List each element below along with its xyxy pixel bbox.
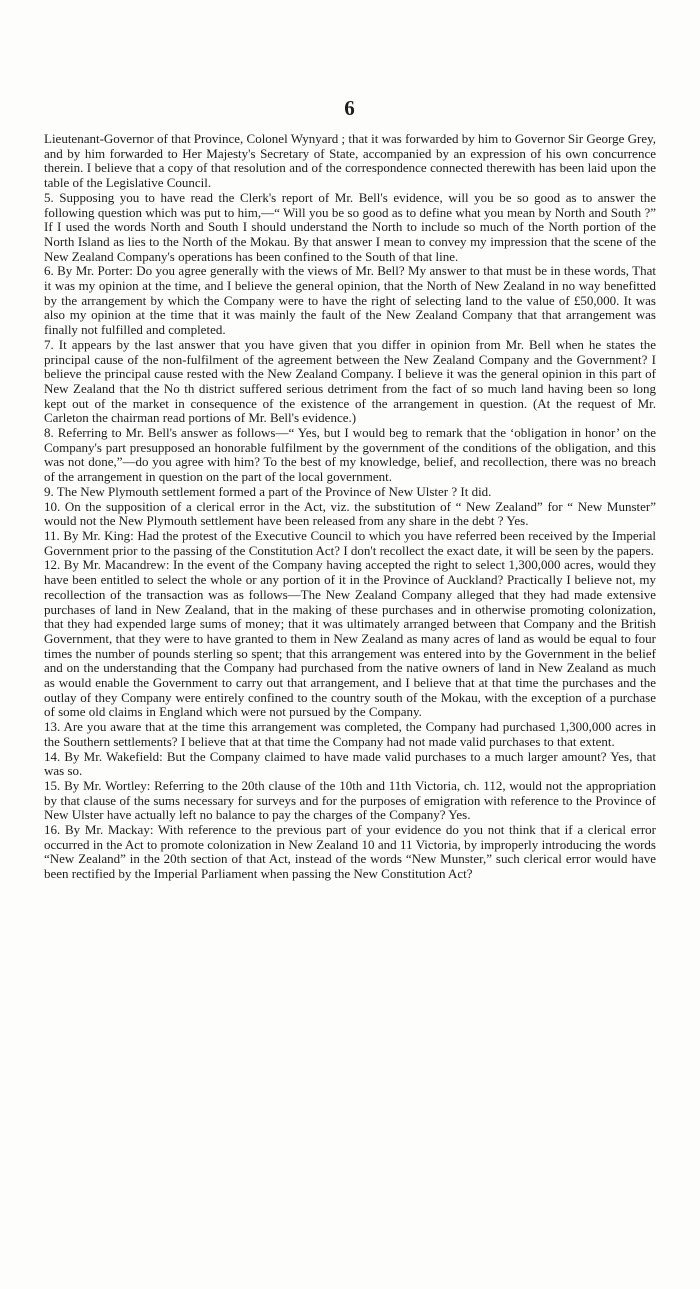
paragraph-13: 13. Are you aware that at the time this arrangement was completed, the Company had purchased 1,300,000 acres in the Southern settlements? I believe that at that time the Company had not made valid purchases to that extent.: [44, 719, 656, 749]
paragraph-15: 15. By Mr. Wortley: Referring to the 20th clause of the 10th and 11th Victoria, ch. 112, would not the appropriation by that clause of the sums necessary for surveys and for the purposes of emigration with reference to the Province of New Ulster have actually left no balance to pay the charges of the Company? Yes.: [44, 777, 656, 823]
paragraph-5: 5. Supposing you to have read the Clerk's report of Mr. Bell's evidence, will you be so good as to answer the following question which was put to him,—“ Will you be so good as to define what you mean by North and South ?” If I used the words North and South I should understand the North to include so much of the North portion of the North Island as lies to the North of the Mokau. By that answer I mean to convey my impression that the scene of the New Zealand Company's operations has been confined to the South of that line.: [44, 189, 656, 264]
paragraph-11: 11. By Mr. King: Had the protest of the Executive Council to which you have referred been received by the Imperial Government prior to the passing of the Constitution Act? I don't recollect the exact date, it will be seen by the papers.: [44, 527, 656, 558]
paragraph-9: 9. The New Plymouth settlement formed a part of the Province of New Ulster ? It did.: [44, 483, 492, 499]
paragraph-16: 16. By Mr. Mackay: With reference to the previous part of your evidence do you not think that if a clerical error occurred in the Act to promote colonization in New Zealand 10 and 11 Victoria, by improperly introducing the words “New Zealand” in the 20th section of that Act, instead of the words “New Munster,” such clerical error would have been rectified by the Imperial Parliament when passing the New Constitution Act?: [44, 822, 656, 882]
paragraph-10: 10. On the supposition of a clerical error in the Act, viz. the substitution of “ New Zealand” for “ New Munster” would not the New Plymouth settlement have been released from any share in the debt ? Yes.: [44, 498, 656, 529]
paragraph-continuation: Lieutenant-Governor of that Province, Colonel Wynyard ; that it was forwarded by him to Governor Sir George Grey, and by him forwarded to Her Majesty's Secretary of State, accompanied by an expression of his own concurrence therein. I believe that a copy of that resolution and of the correspondence connected therewith has been laid upon the table of the Legislative Council.: [44, 131, 656, 191]
paragraph-7: 7. It appears by the last answer that you have given that you differ in opinion from Mr. Bell when he states the principal cause of the non-fulfilment of the agreement between the New Zealand Company and the Government? I believe the principal cause rested with the New Zealand Company. I believe it was the general opinion in this part of New Zealand that the No th district suffered serious detriment from the fact of so much land having been so long kept out of the market in consequence of the existence of the arrangement in question. (At the request of Mr. Carleton the chairman read portions of Mr. Bell's evidence.): [44, 336, 656, 426]
paragraph-12: 12. By Mr. Macandrew: In the event of the Company having accepted the right to select 1,300,000 acres, would they have been entitled to select the whole or any portion of it in the Province of Auckland? Practically I believe not, my recollection of the transaction was as follows—The New Zealand Company alleged that they had made extensive purchases of land in New Zealand, that in the making of these purchases and in otherwise promoting colonization, that they had expended large sums of money; that it was ultimately arranged between that Company and the British Government, that they were to have granted to them in New Zealand as many acres of land as would be equal to four times the number of pounds sterling so spent; that this arrangement was entered into by the Government in the belief and on the understanding that the Company had purchased from the native owners of land in New Zealand as much as would enable the Government to carry out that arrangement, and I believe that at that time the purchases and the outlay of they Company were entirely confined to the country south of the Mokau, with the exception of a purchase of some old claims in England which were not pursued by the Company.: [44, 557, 656, 720]
page-number: 6: [344, 96, 356, 120]
paragraph-14: 14. By Mr. Wakefield: But the Company claimed to have made valid purchases to a much larger amount? Yes, that was so.: [44, 748, 656, 779]
document-body: [44, 132, 656, 882]
paragraph-8: 8. Referring to Mr. Bell's answer as follows—“ Yes, but I would beg to remark that the ‘obligation in honor’ on the Company's part presupposed an honorable fulfilment by the government of the conditions of the obligation, and this was not done,”—do you agree with him? To the best of my knowledge, belief, and recollection, there was no breach of the arrangement in question on the part of the local government.: [44, 425, 656, 485]
paragraph-6: 6. By Mr. Porter: Do you agree generally with the views of Mr. Bell? My answer to that must be in these words, That it was my opinion at the time, and I believe the general opinion, that the North of New Zealand in no way benefitted by the arrangement by which the Company were to have the right of selecting land to the value of £50,000. It was also my opinion at the time that it was mainly the fault of the New Zealand Company that that arrangement was finally not fulfilled and completed.: [44, 263, 656, 338]
